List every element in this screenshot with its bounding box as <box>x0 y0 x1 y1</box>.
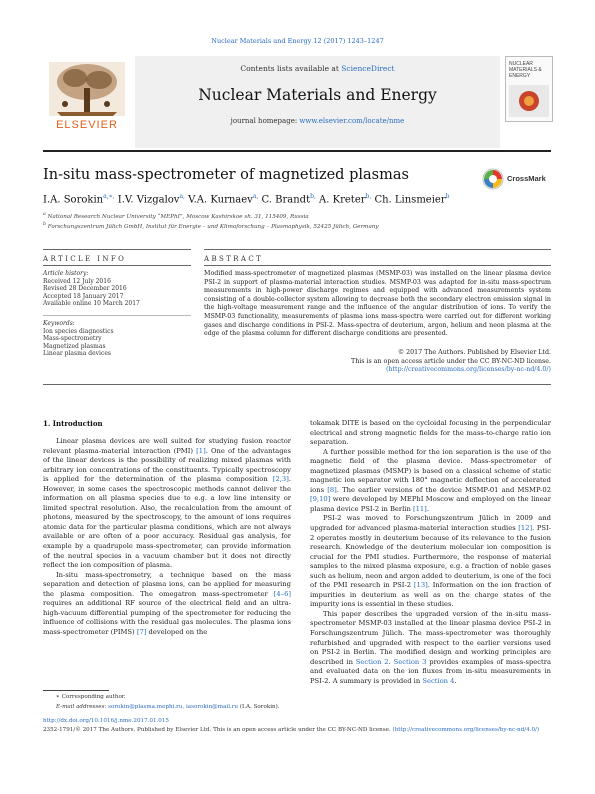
author-name[interactable]: A. Kreter <box>319 194 366 206</box>
author-name[interactable]: I.A. Sorokin <box>43 194 104 206</box>
license-line: This is an open access article under the CC BY-NC-ND license. <box>351 357 551 365</box>
affiliation-text: Forschungszentrum Jülich GmbH, Institut für Energie – und Klimaforschung – Plasmaphysik, 52425 Jülich, Germany <box>47 223 379 230</box>
email-links[interactable]: sorokin@plasma.mephi.ru, iasorokin@mail.ru <box>108 704 239 710</box>
author-name[interactable]: Ch. Linsmeier <box>374 194 446 206</box>
email-label: E-mail addresses: <box>56 704 109 710</box>
elsevier-wordmark: ELSEVIER <box>56 119 118 131</box>
email-note <box>56 704 280 710</box>
citation-link[interactable]: Section 3 <box>393 657 427 666</box>
article-title: In-situ mass-spectrometer of magnetized plasmas <box>43 167 409 183</box>
history-item: Received 12 July 2016 <box>43 277 111 285</box>
contents-prefix: Contents lists available at <box>240 64 342 73</box>
citation-link[interactable]: [8] <box>327 485 337 494</box>
citation-link[interactable]: [12] <box>518 524 533 533</box>
keyword-item: Linear plasma devices <box>43 350 111 358</box>
homepage-link[interactable]: www.elsevier.com/locate/nme <box>299 117 405 125</box>
citation-link[interactable]: [11] <box>412 504 427 513</box>
citation-link[interactable]: Section 4 <box>422 676 455 685</box>
header-rule <box>43 150 551 152</box>
citation-link[interactable]: [13] <box>413 581 428 590</box>
keywords-list <box>43 320 191 358</box>
history-item: Revised 28 December 2016 <box>43 285 127 293</box>
contents-line <box>135 64 500 73</box>
cover-image-icon <box>509 85 549 117</box>
footnote-rule <box>43 690 109 691</box>
keywords-rule <box>43 315 191 316</box>
sciencedirect-link[interactable]: ScienceDirect <box>341 64 395 73</box>
paragraph-text: A further possible method for the ion separation is the use of the magnetic field of the plasma device. Mass-spectrometer of magnetized plasmas (MSMP) is based on a classical scheme of static magnetic ion separator with 180° magnetic deflection of accelerated ions <box>310 447 551 494</box>
citation-link[interactable]: [9,10] <box>310 495 331 504</box>
paragraph-text: . The earlier versions of the device MSMP-01 and MSMP-02 <box>336 485 552 494</box>
citation-link[interactable]: [7] <box>136 627 147 636</box>
author-name[interactable]: I.V. Vizgalov <box>117 194 180 206</box>
body-column-right <box>310 419 551 686</box>
body-paragraph <box>43 437 291 571</box>
journal-title[interactable]: Nuclear Materials and Energy <box>198 86 437 104</box>
history-item: Available online 10 March 2017 <box>43 300 140 308</box>
body-paragraph <box>310 419 551 448</box>
paragraph-text: tokamak DITE is based on the cycloidal focusing in the perpendicular electrical and strong magnetic fields for the mass-to-charge ratio ion separation. <box>310 419 551 447</box>
paragraph-text: In-situ mass-spectrometry, a technique based on the mass separation and detection of plasma ions, can be applied for measuring the plasma composition. The omegatron mass-spectrometer <box>43 570 291 598</box>
paragraph-text: . However, in some cases the spectroscopic methods cannot deliver the information on all plasma species due to e.g. a low line intensity or limited spectral resolution. Also, the recalculation from the amount of photons, measured by the spectroscopy, to the amount of ions requires atomic data for the particular plasma conditions, which are not always available or are often of a poor accuracy. Residual gas analysis, for example by a quadrupole mass-spectrometer, can provide information of the neutral species in a vacuum chamber but it does not directly reflect the ion composition of plasma. <box>43 475 291 570</box>
history-item: Accepted 18 January 2017 <box>43 292 124 300</box>
journal-cover-thumbnail[interactable] <box>505 56 553 122</box>
citation-link[interactable]: Section 2 <box>355 657 389 666</box>
running-head[interactable]: Nuclear Materials and Energy 12 (2017) 1243–1247 <box>211 37 384 45</box>
corresponding-text: Corresponding author. <box>61 694 126 700</box>
paragraph-text: provides examples of mass-spectra and evaluated data on the ion fluxes from in-situ measurements in PSI-2. A summary is provided in <box>310 657 551 685</box>
body-paragraph <box>310 514 551 609</box>
crossmark-badge[interactable] <box>482 168 550 190</box>
paragraph-text: This paper describes the upgraded version of the in-situ mass-spectrometer MSMP-03 installed at the linear plasma device PSI-2 in Forschungszentrum Jülich. The mass-spectrometer was thoroughly refurbished and upgraded with respect to the earlier versions used on PSI-2 in Berlin. The modified design and working principles are described in <box>310 609 551 666</box>
affiliation-sup: b <box>43 222 46 227</box>
author-affil-sup[interactable]: b <box>445 193 450 200</box>
copyright-line: © 2017 The Authors. Published by Elsevier Ltd. <box>397 349 551 356</box>
homepage-prefix: journal homepage: <box>230 117 300 125</box>
author-list <box>43 193 449 205</box>
affiliation <box>43 212 309 220</box>
paragraph-text: . Information on the ion fraction of impurities in deuterium as well as on the charge states of the impurity ions is essential in these studies. <box>310 581 551 609</box>
article-info-rule-top <box>43 249 191 250</box>
citation-link[interactable]: [4–6] <box>273 589 291 598</box>
body-column-left <box>43 437 291 637</box>
abstract-rule <box>204 265 551 266</box>
crossmark-icon <box>482 168 504 190</box>
affiliation <box>43 222 379 230</box>
paragraph-text: . PSI-2 operates mostly in deuterium because of its relevance to the fusion research. Knowledge of the deuterium molecular ion composition is crucial for the PMI studies. Furthermore, the response of material samples to the mixed plasma exposure, e.g. a fraction of noble gases such as helium, neon and argon added to deuterium, is one of the foci of the PMI research in PSI-2 <box>310 524 552 590</box>
keyword-item: Magnetized plasmas <box>43 342 106 350</box>
crossmark-label: CrossMark <box>507 174 546 183</box>
corresponding-author-note: ∗ Corresponding author. <box>56 694 126 700</box>
citation-link[interactable]: [1] <box>196 446 206 455</box>
cover-title: NUCLEAR MATERIALS & ENERGY <box>509 61 542 79</box>
abstract-rule-top <box>204 249 551 250</box>
homepage-line <box>135 117 500 125</box>
license-link[interactable]: (http://creativecommons.org/licenses/by-nc-nd/4.0/) <box>386 366 551 374</box>
paragraph-text: were developed by MEPhI Moscow and employed on the linear plasma device PSI-2 in Berlin <box>310 495 551 513</box>
paragraph-text: requires an additional RF source of the electrical field and an ultra-high-vacuum differential pumping of the spectrometer for reducing the influence of collisions with the residual gas molecules. The plasma ions mass-spectrometer (PIMS) <box>43 599 291 636</box>
doi-link[interactable]: http://dx.doi.org/10.1016/j.nme.2017.01.015 <box>43 718 169 724</box>
issn-line <box>43 727 539 733</box>
body-paragraph <box>310 448 551 515</box>
keyword-item: Mass-spectrometry <box>43 335 102 343</box>
abstract-heading: ABSTRACT <box>204 255 264 263</box>
paragraph-text: . One of the advantages of the linear devices is the possibility of realizing mixed plasmas with arbitrary ion concentrations of the constituents. Typically spectroscopy is applied for the determination of the plasma composition <box>43 446 291 484</box>
issn-text: 2352-1791/© 2017 The Authors. Published by Elsevier Ltd. This is an open access article under the CC BY-NC-ND license. <box>43 727 393 733</box>
abstract-text: Modified mass-spectrometer of magnetized plasmas (MSMP-03) was installed on the linear plasma device PSI-2 in support of plasma-material interaction studies. MSMP-03 was adapted for in-situ mass-spectrum measurements in high-power discharge regimes and equipped with advanced measurements system consisting of a double-collector system allowing to decrease both the secondary electron emission signal in the high-voltage measurement range and the influence of the angular distribution of ions. To verify the MSMP-03 functionality, measurements of plasma ions mass-spectra were carried out for different working gases and discharge conditions in PSI-2. Mass-spectra of deuterium, argon, helium and neon plasma at the edge of the plasma column for different discharge conditions are presented. <box>204 270 551 338</box>
author-name[interactable]: C. Brandt <box>261 194 311 206</box>
author-affil-sup[interactable]: a, <box>252 193 259 200</box>
body-paragraph <box>310 610 551 686</box>
article-info-rule <box>43 265 191 266</box>
license-link-footer[interactable]: (http://creativecommons.org/licenses/by-nc-nd/4.0/) <box>392 727 540 733</box>
author-affil-sup[interactable]: a,∗, <box>103 193 115 200</box>
paragraph-text: . <box>388 657 394 666</box>
author-affil-sup[interactable]: b, <box>310 193 316 200</box>
keywords-label: Keywords: <box>43 320 75 327</box>
email-suffix: (I.A. Sorokin). <box>238 704 280 710</box>
article-history <box>43 270 191 308</box>
abstract-bottom-rule <box>43 384 551 385</box>
author-affil-sup[interactable]: b, <box>365 193 372 200</box>
affiliation-text: National Research Nuclear University “MEPhI”, Moscow Kashirskoe sh. 31, 115409, Russia <box>47 213 309 220</box>
abstract-copyright <box>204 349 551 375</box>
keyword-item: Ion species diagnostics <box>43 327 114 335</box>
paragraph-text: PSI-2 was moved to Forschungszentrum Jülich in 2009 and upgraded for advanced plasma-material interaction studies <box>310 514 551 533</box>
author-affil-sup[interactable]: a, <box>179 193 185 200</box>
paragraph-text: developed on the <box>146 627 208 636</box>
section-heading: 1. Introduction <box>43 419 103 428</box>
affiliation-sup: a <box>43 212 46 217</box>
history-label: Article history: <box>43 270 89 277</box>
paragraph-text: . <box>426 504 429 513</box>
article-info-heading: ARTICLE INFO <box>43 255 127 263</box>
elsevier-logo[interactable] <box>43 58 131 136</box>
body-paragraph <box>43 571 291 638</box>
citation-link[interactable]: [2,3] <box>272 475 289 484</box>
author-name[interactable]: V.A. Kurnaev <box>188 194 253 206</box>
paragraph-text: Linear plasma devices are well suited for studying fusion reactor relevant plasma-material interaction (PMI) <box>43 437 291 455</box>
paragraph-text: . <box>454 676 457 685</box>
